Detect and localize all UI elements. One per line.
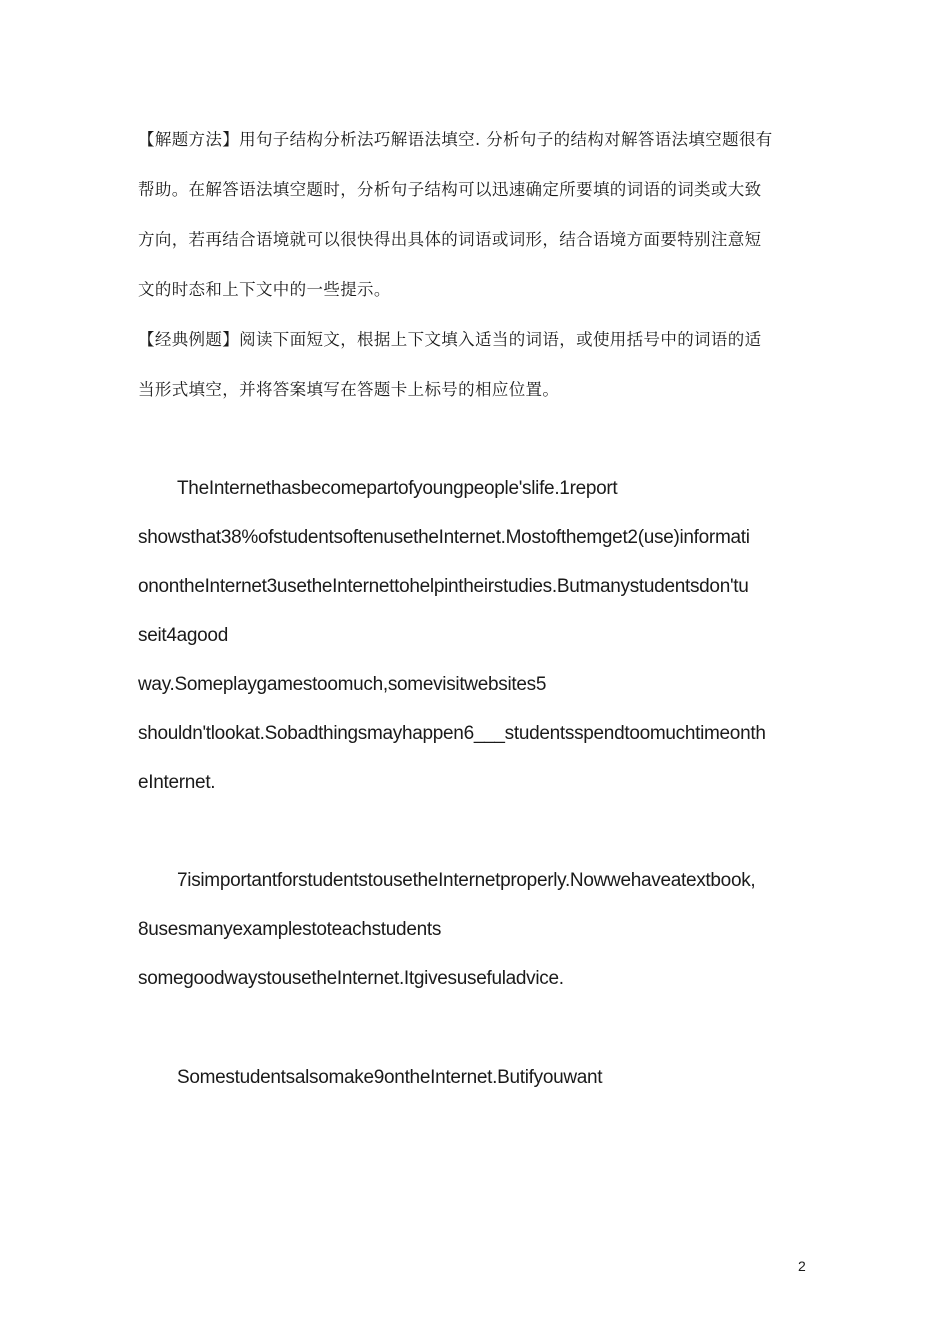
method-line-1: 【解题方法】用句子结构分析法巧解语法填空. 分析句子的结构对解答语法填空题很有 [138, 130, 773, 149]
passage-p1-line-7: eInternet. [138, 772, 216, 793]
passage-p3-line-1: Somestudentsalsomake9ontheInternet.Butifyouwant [177, 1067, 603, 1088]
passage-p1-line-5: way.Someplaygamestoomuch,somevisitwebsites5 [138, 674, 547, 695]
example-line-1: 【经典例题】阅读下面短文，根据上下文填入适当的词语，或使用括号中的词语的适 [138, 330, 762, 349]
passage-p2-line-2: 8usesmanyexamplestoteachstudents [138, 919, 442, 940]
passage-p1-line-4: seit4agood [138, 625, 228, 646]
example-line-2: 当形式填空，并将答案填写在答题卡上标号的相应位置。 [138, 380, 560, 399]
passage-p2-line-1: 7isimportantforstudentstousetheInternetproperly.Nowwehaveatextbook, [177, 870, 756, 891]
passage-p1-line-3: onontheInternet3usetheInternettohelpintheirstudies.Butmanystudentsdon'tu [138, 576, 749, 597]
passage-p2-line-3: somegoodwaystousetheInternet.Itgivesusefuladvice. [138, 968, 564, 989]
passage-p1-line-1: TheInternethasbecomepartofyoungpeople'slife.1report [177, 478, 618, 499]
method-line-2: 帮助。在解答语法填空题时，分析句子结构可以迅速确定所要填的词语的词类或大致 [138, 180, 762, 199]
method-line-4: 文的时态和上下文中的一些提示。 [138, 280, 391, 299]
method-line-3: 方向，若再结合语境就可以很快得出具体的词语或词形，结合语境方面要特别注意短 [138, 230, 762, 249]
page-number: 2 [798, 1258, 806, 1274]
passage-p1-line-2: showsthat38%ofstudentsoftenusetheInternet.Mostofthemget2(use)informati [138, 527, 750, 548]
passage-p1-line-6: shouldn'tlookat.Sobadthingsmayhappen6___studentsspendtoomuchtimeonth [138, 723, 766, 744]
